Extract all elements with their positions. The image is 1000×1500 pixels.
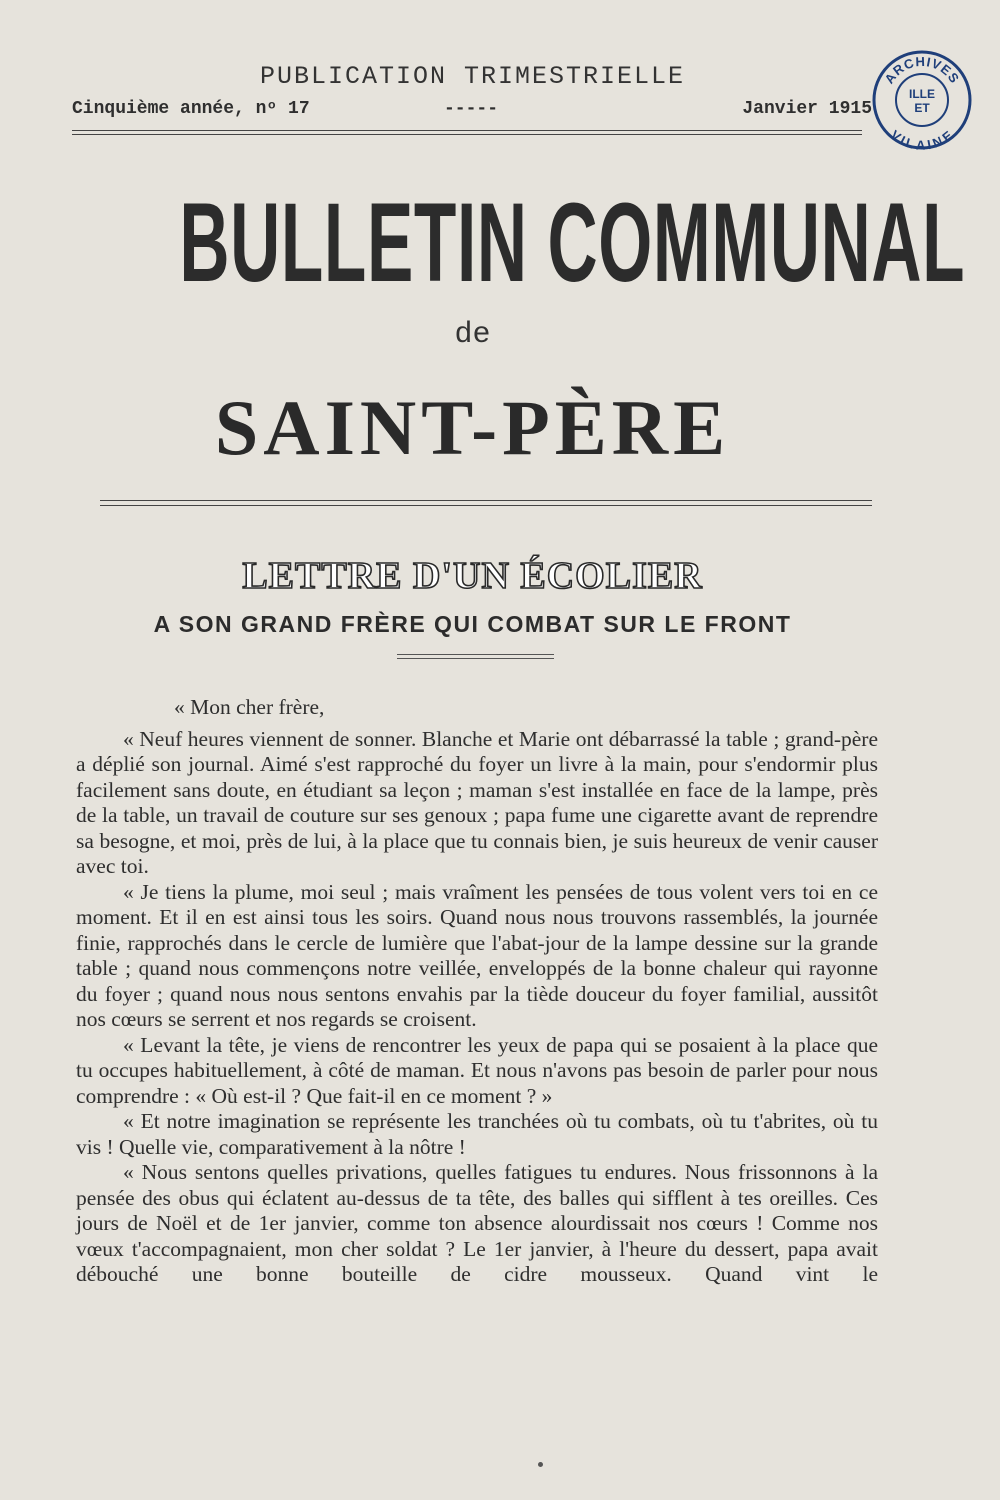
article-body [76,695,878,1288]
paragraph: « Neuf heures viennent de sonner. Blanche et Marie ont débarrassé la table ; grand-père a déplié son journal. Aimé s'est rapproché du foyer un livre à la main, pour s'endormir plus facilement sans doute, en étudiant sa leçon ; maman s'est installée en face de la lampe, près de la table, un travail de couture sur ses genoux ; papa fume une cigarette avant de reprendre sa besogne, et moi, près de lui, à la place que tu connais bien, je suis heureux de venir causer avec toi. [76,726,878,878]
svg-text:VILAINE [888,127,956,152]
header-rule [72,130,862,135]
paragraph: « Et notre imagination se représente les tranchées où tu combats, où tu t'abrites, où tu vis ! Quelle vie, comparativement à la nôtre ! [76,1109,878,1159]
archives-stamp [870,48,974,152]
issue-number: Cinquième année, nᵒ 17 [72,99,310,119]
issue-date: Janvier 1915 [742,99,872,119]
article-title: LETTRE D'UN ÉCOLIER [242,555,703,597]
stamp-text-top: ARCHIVES [881,53,963,87]
stamp-text-bottom: VILAINE [887,127,957,152]
masthead-town: SAINT-PÈRE [214,384,731,471]
issue-row [72,99,872,125]
article-subtitle: A SON GRAND FRÈRE QUI COMBAT SUR LE FRONT [153,611,792,637]
paragraph: « Je tiens la plume, moi seul ; mais vraîment les pensées de tous volent vers toi en ce moment. Et il en est ainsi tous les soirs. Quand nous nous trouvons rassemblés, la journée finie, rapprochés dans le cercle de lumière que l'abat-jour de la lampe dessine sur la grande table ; quand nous commençons notre veillée, enveloppés de la bonne chaleur qui rayonne du foyer ; quand nous nous sentons envahis par la tiède douceur du foyer familial, aussitôt nos cœurs se serrent et nos regards se croisent. [76,879,878,1031]
paragraph: « Nous sentons quelles privations, quelles fatigues tu endures. Nous frissonnons à la pensée des obus qui éclatent au-dessus de ta tête, des balles qui sifflent à tes oreilles. Ces jours de Noël et de 1er janvier, comme ton absence alourdissait nos cœurs ! Comme nos vœux t'accompagnaient, mon cher soldat ? Le 1er janvier, à l'heure du dessert, papa avait débouché une bonne bouteille de cidre mousseux. Quand vint le [76,1160,878,1286]
masthead-connector: de [454,318,491,352]
stamp-text-et: ET [914,101,930,115]
paragraph: « Levant la tête, je viens de rencontrer les yeux de papa qui se posaient à la place que tu occupes habituellement, à côté de maman. Et nous n'avons pas besoin de parler pour nous comprendre : « Où est-il ? Que fait-il en ce moment ? » [76,1032,878,1108]
title-rule [397,654,554,659]
publication-frequency: PUBLICATION TRIMESTRIELLE [259,62,686,91]
svg-text:ARCHIVES [881,54,962,86]
salutation: « Mon cher frère, [174,695,325,719]
issue-separator: ----- [444,99,499,119]
masthead-rule [100,500,872,506]
stamp-text-ille: ILLE [909,87,935,101]
page-mark [538,1462,543,1467]
masthead-title: BULLETIN COMMUNAL [179,180,966,305]
